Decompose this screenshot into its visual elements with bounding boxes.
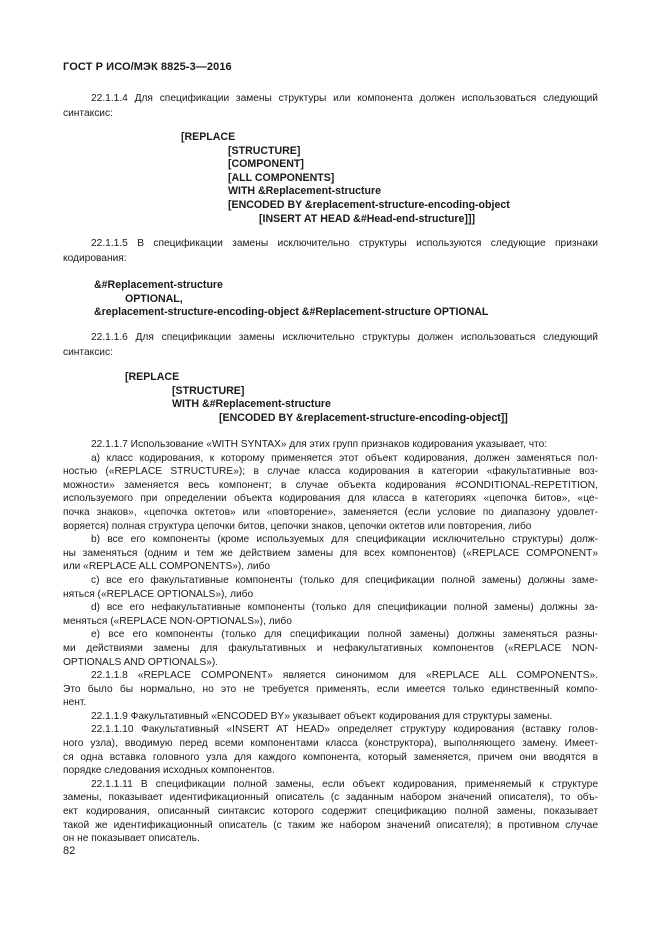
text-line: можности» заменяется весь компонент; в случае объекта кодирования #CONDITIONAL-REPETITION, [63, 479, 598, 491]
code-line: [STRUCTURE] [228, 144, 301, 157]
text-line: используемого при определении объекта кодирования для класса в категориях «цепочка битов», «це- [63, 493, 598, 505]
text-line: а) класс кодирования, к которому применяется этот объект кодирования, должен заменяться пол- [91, 452, 598, 464]
code-line: &replacement-structure-encoding-object &#Replacement-structure OPTIONAL [94, 306, 489, 319]
code-line: WITH &#Replacement-structure [172, 398, 331, 411]
code-line: [REPLACE [181, 131, 236, 143]
body-text [63, 438, 598, 846]
text-line: нент. [63, 697, 87, 709]
text-line: d) все его нефакультативные компоненты (только для спецификации полной замены) должны за- [91, 602, 598, 614]
text-line: OPTIONALS AND OPTIONALS»). [63, 656, 219, 668]
text-line: ны заменяться (одним и тем же действием замены для всех компонентов) («REPLACE COMPONENT» [63, 547, 598, 559]
text-line: ми действиями замены для факультативных и нефакультативных компонентов («REPLACE NON- [63, 642, 598, 654]
text-line: 22.1.1.10 Факультативный «INSERT AT HEAD» определяет структуру кодирования (вставку голов- [91, 724, 598, 736]
paragraph-22-1-1-6: 22.1.1.6 Для спецификации замены исключительно структуры должен использоваться следующий синтаксис: [63, 332, 598, 358]
code-line: [REPLACE [125, 371, 180, 383]
syntax-block-2 [94, 279, 488, 320]
text-line: ся одна вставка головного узла для каждого компонента, который заменяется, причем они вводятся в [63, 751, 598, 763]
code-line: [INSERT AT HEAD &#Head-end-structure]]] [259, 212, 476, 225]
code-line: WITH &Replacement-structure [228, 185, 382, 198]
text-line: 22.1.1.7 Использование «WITH SYNTAX» для этих групп признаков кодирования указывает, что: [91, 439, 548, 450]
code-line: [ENCODED BY &replacement-structure-encoding-object]] [219, 411, 508, 424]
text-line: такой же идентификационный описатель (с таким же набором значений описателя); в противном случае [63, 819, 598, 831]
code-line: OPTIONAL, [125, 292, 183, 305]
text-line: няться («REPLACE OPTIONALS»), либо [63, 588, 254, 600]
code-line: [ENCODED BY &replacement-structure-encoding-object [228, 198, 510, 211]
text-line: воряется) полная структура цепочки битов, цепочки знаков, цепочки октетов или повторения, либо [63, 520, 532, 532]
code-line: &#Replacement-structure [94, 279, 223, 291]
text-line: Это было бы нормально, но это не требуется применять, если имеется только единственный компо- [63, 683, 598, 695]
document-header: ГОСТ Р ИСО/МЭК 8825-3—2016 [63, 61, 232, 73]
syntax-block-1 [181, 131, 510, 226]
text-line: меняться («REPLACE NON-OPTIONALS»), либо [63, 615, 292, 627]
text-line: замены, показывает идентификационный описатель (с заданным набором значений описателя), то объ- [63, 792, 598, 804]
text-line: c) все его факультативные компоненты (только для спецификации полной замены) должны заме- [91, 574, 598, 586]
code-line: [COMPONENT] [228, 158, 304, 171]
paragraph-22-1-1-5: 22.1.1.5 В спецификации замены исключительно структуры используются следующие признаки кодирования: [63, 238, 598, 264]
text-line: или «REPLACE ALL COMPONENTS»), либо [63, 561, 271, 573]
text-line: 22.1.1.8 «REPLACE COMPONENT» является синонимом для «REPLACE ALL COMPONENTS». [91, 670, 598, 682]
text-line: ного узла), вводимую перед всеми компонентами класса (конструктора), выполняющего замену. Имеет- [63, 738, 598, 750]
text-line: ект кодирования, описанный синтаксис которого содержит спецификацию полной замены, показывает [63, 806, 598, 818]
text-line: ностью («REPLACE STRUCTURE»); в случае класса кодирования в категории «факультативные воз- [63, 466, 598, 478]
text-line: 22.1.1.9 Факультативный «ENCODED BY» указывает объект кодирования для структуры замены. [91, 710, 553, 722]
page-number: 82 [63, 845, 76, 857]
paragraph-22-1-1-4: 22.1.1.4 Для спецификации замены структуры или компонента должен использоваться следующий синтаксис: [63, 93, 598, 119]
code-line: [ALL COMPONENTS] [228, 171, 335, 184]
syntax-block-3 [125, 371, 508, 425]
code-line: [STRUCTURE] [172, 384, 245, 397]
text-line: почка знаков», «цепочка октетов» или «повторение», заменяется (если условие по диапазону удовлет- [63, 506, 598, 518]
text-line: он не показывает описатель. [63, 833, 200, 845]
text-line: e) все его компоненты (только для спецификации полной замены) должны заменяться разны- [91, 629, 598, 641]
text-line: 22.1.1.11 В спецификации полной замены, если объект кодирования, применяемый к структуре [91, 778, 598, 790]
text-line: b) все его компоненты (кроме используемых для спецификации исключительно структуры) долж- [91, 534, 598, 546]
text-line: порядке следования исходных компонентов. [63, 765, 275, 777]
